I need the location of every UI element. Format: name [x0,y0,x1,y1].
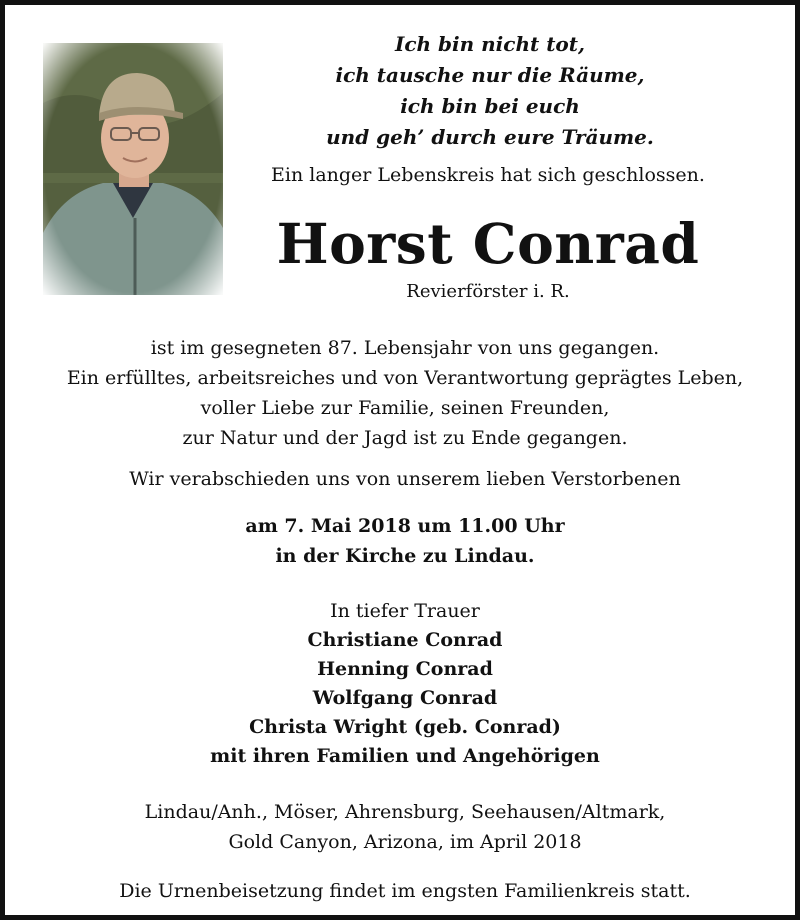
deceased-title: Revierförster i. R. [406,281,570,302]
farewell-text [15,464,795,494]
memorial-poem [305,29,675,153]
mourner-name: Wolfgang Conrad [312,687,498,709]
places-line: Gold Canyon, Arizona, im April 2018 [228,831,582,853]
mourners-intro: In tiefer Trauer [330,600,480,622]
poem-line: und geh’ durch eure Träume. [326,125,654,149]
obituary-line: ist im gesegneten 87. Lebensjahr von uns gegangen. [150,337,660,359]
closing-line: Ein langer Lebenskreis hat sich geschlossen. [271,164,705,186]
obituary-line: zur Natur und der Jagd ist zu Ende gegangen. [182,427,628,449]
places-and-date [15,797,795,857]
burial-note-text: Die Urnenbeisetzung findet im engsten Familienkreis statt. [119,880,691,902]
obituary-line: voller Liebe zur Familie, seinen Freunden, [200,397,610,419]
farewell-line: Wir verabschieden uns von unserem lieben Verstorbenen [129,468,681,490]
mourners-list [15,597,795,771]
mourner-name: Christiane Conrad [307,629,503,651]
mourner-name: Henning Conrad [317,658,493,680]
obituary-line: Ein erfülltes, arbeitsreiches und von Verantwortung geprägtes Leben, [66,367,744,389]
poem-line: ich tausche nur die Räume, [335,63,645,87]
poem-line: Ich bin nicht tot, [395,32,585,56]
funeral-service [15,511,795,571]
deceased-name: Horst Conrad [276,211,700,276]
portrait-illustration [43,43,223,295]
poem-line: ich bin bei euch [400,94,580,118]
portrait-photo [43,43,223,295]
places-line: Lindau/Anh., Möser, Ahrensburg, Seehausen/Altmark, [144,801,666,823]
mourner-name: Christa Wright (geb. Conrad) [249,716,561,738]
mourner-name: mit ihren Familien und Angehörigen [210,745,600,767]
service-location: in der Kirche zu Lindau. [275,545,535,567]
service-date-time: am 7. Mai 2018 um 11.00 Uhr [245,515,565,537]
burial-note [15,877,795,905]
obituary-text [15,333,795,453]
